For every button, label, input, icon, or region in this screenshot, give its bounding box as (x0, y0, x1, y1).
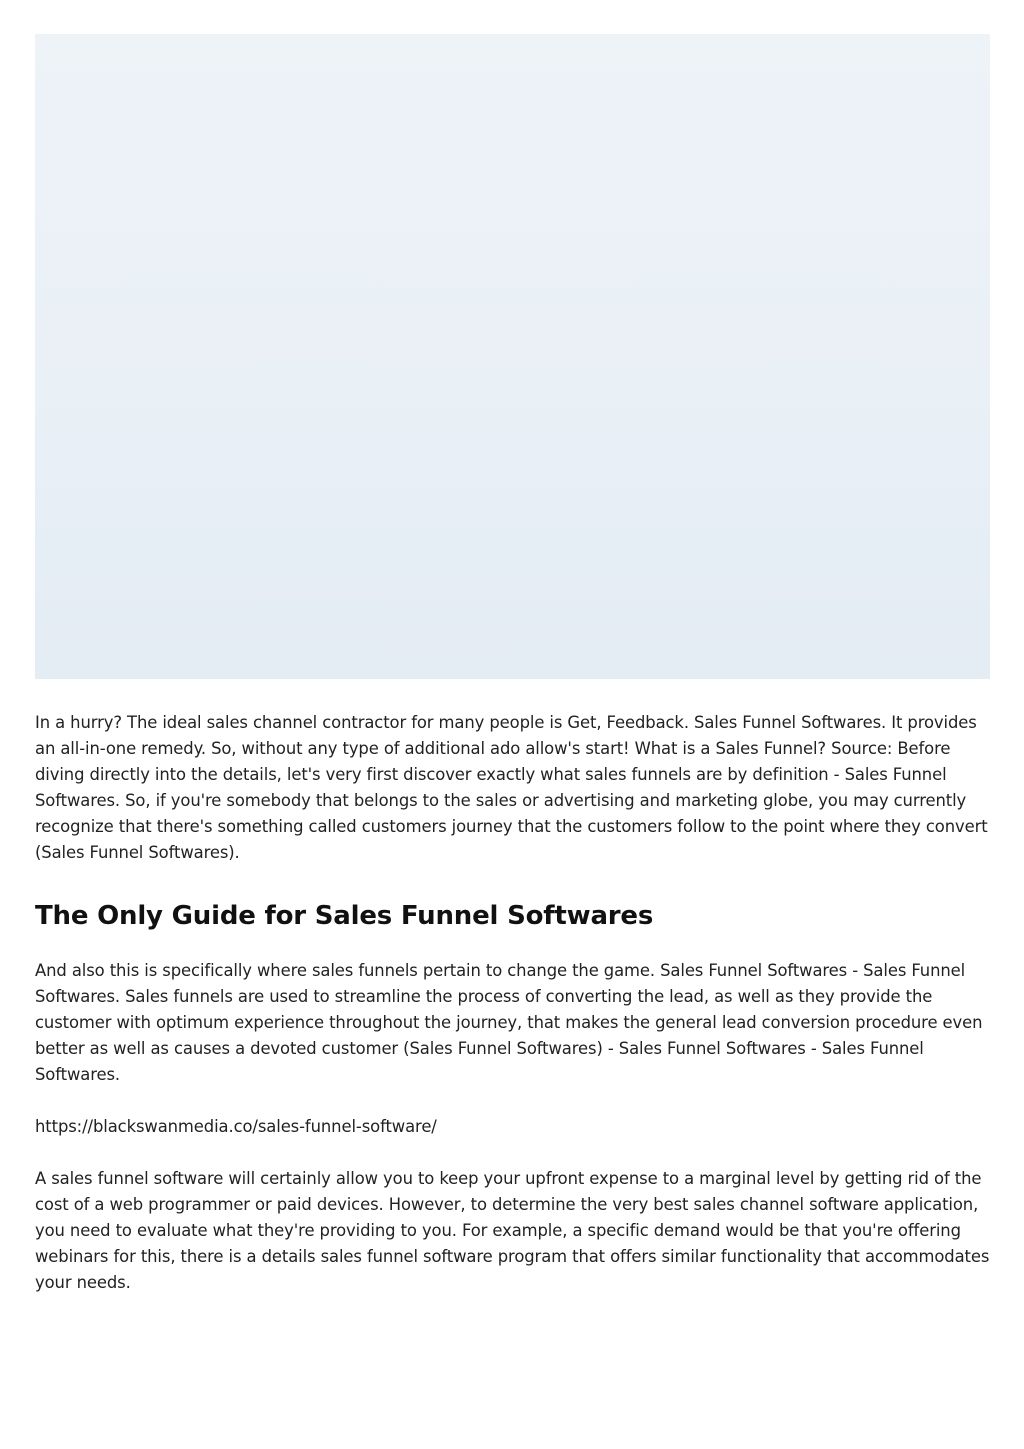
document-page (35, 34, 990, 1296)
section-heading: The Only Guide for Sales Funnel Softwares (35, 901, 654, 931)
intro-paragraph: In a hurry? The ideal sales channel contractor for many people is Get, Feedback. Sales Funnel Softwares. It provides an all-in-one remedy. So, without any type of additional ado allow's start! What is a Sales Funnel? Source: Before diving directly into the details, let's very first discover exactly what sales funnels are by definition - Sales Funnel Softwares. So, if you're somebody that belongs to the sales or advertising and marketing globe, you may currently recognize that there's something called customers journey that the customers follow to the point where they convert (Sales Funnel Softwares). (35, 713, 988, 862)
body-paragraph: And also this is specifically where sales funnels pertain to change the game. Sales Funnel Softwares - Sales Funnel Softwares. Sales funnels are used to streamline the process of converting the lead, as well as they provide the customer with optimum experience throughout the journey, that makes the general lead conversion procedure even better as well as causes a devoted customer (Sales Funnel Softwares) - Sales Funnel Softwares - Sales Funnel Softwares. (35, 961, 983, 1084)
source-url: https://blackswanmedia.co/sales-funnel-software/ (35, 1117, 437, 1136)
closing-paragraph: A sales funnel software will certainly allow you to keep your upfront expense to a marginal level by getting rid of the cost of a web programmer or paid devices. However, to determine the very best sales channel software application, you need to evaluate what they're providing to you. For example, a specific demand would be that you're offering webinars for this, there is a details sales funnel software program that offers similar functionality that accommodates your needs. (35, 1169, 990, 1292)
hero-image (35, 34, 990, 679)
